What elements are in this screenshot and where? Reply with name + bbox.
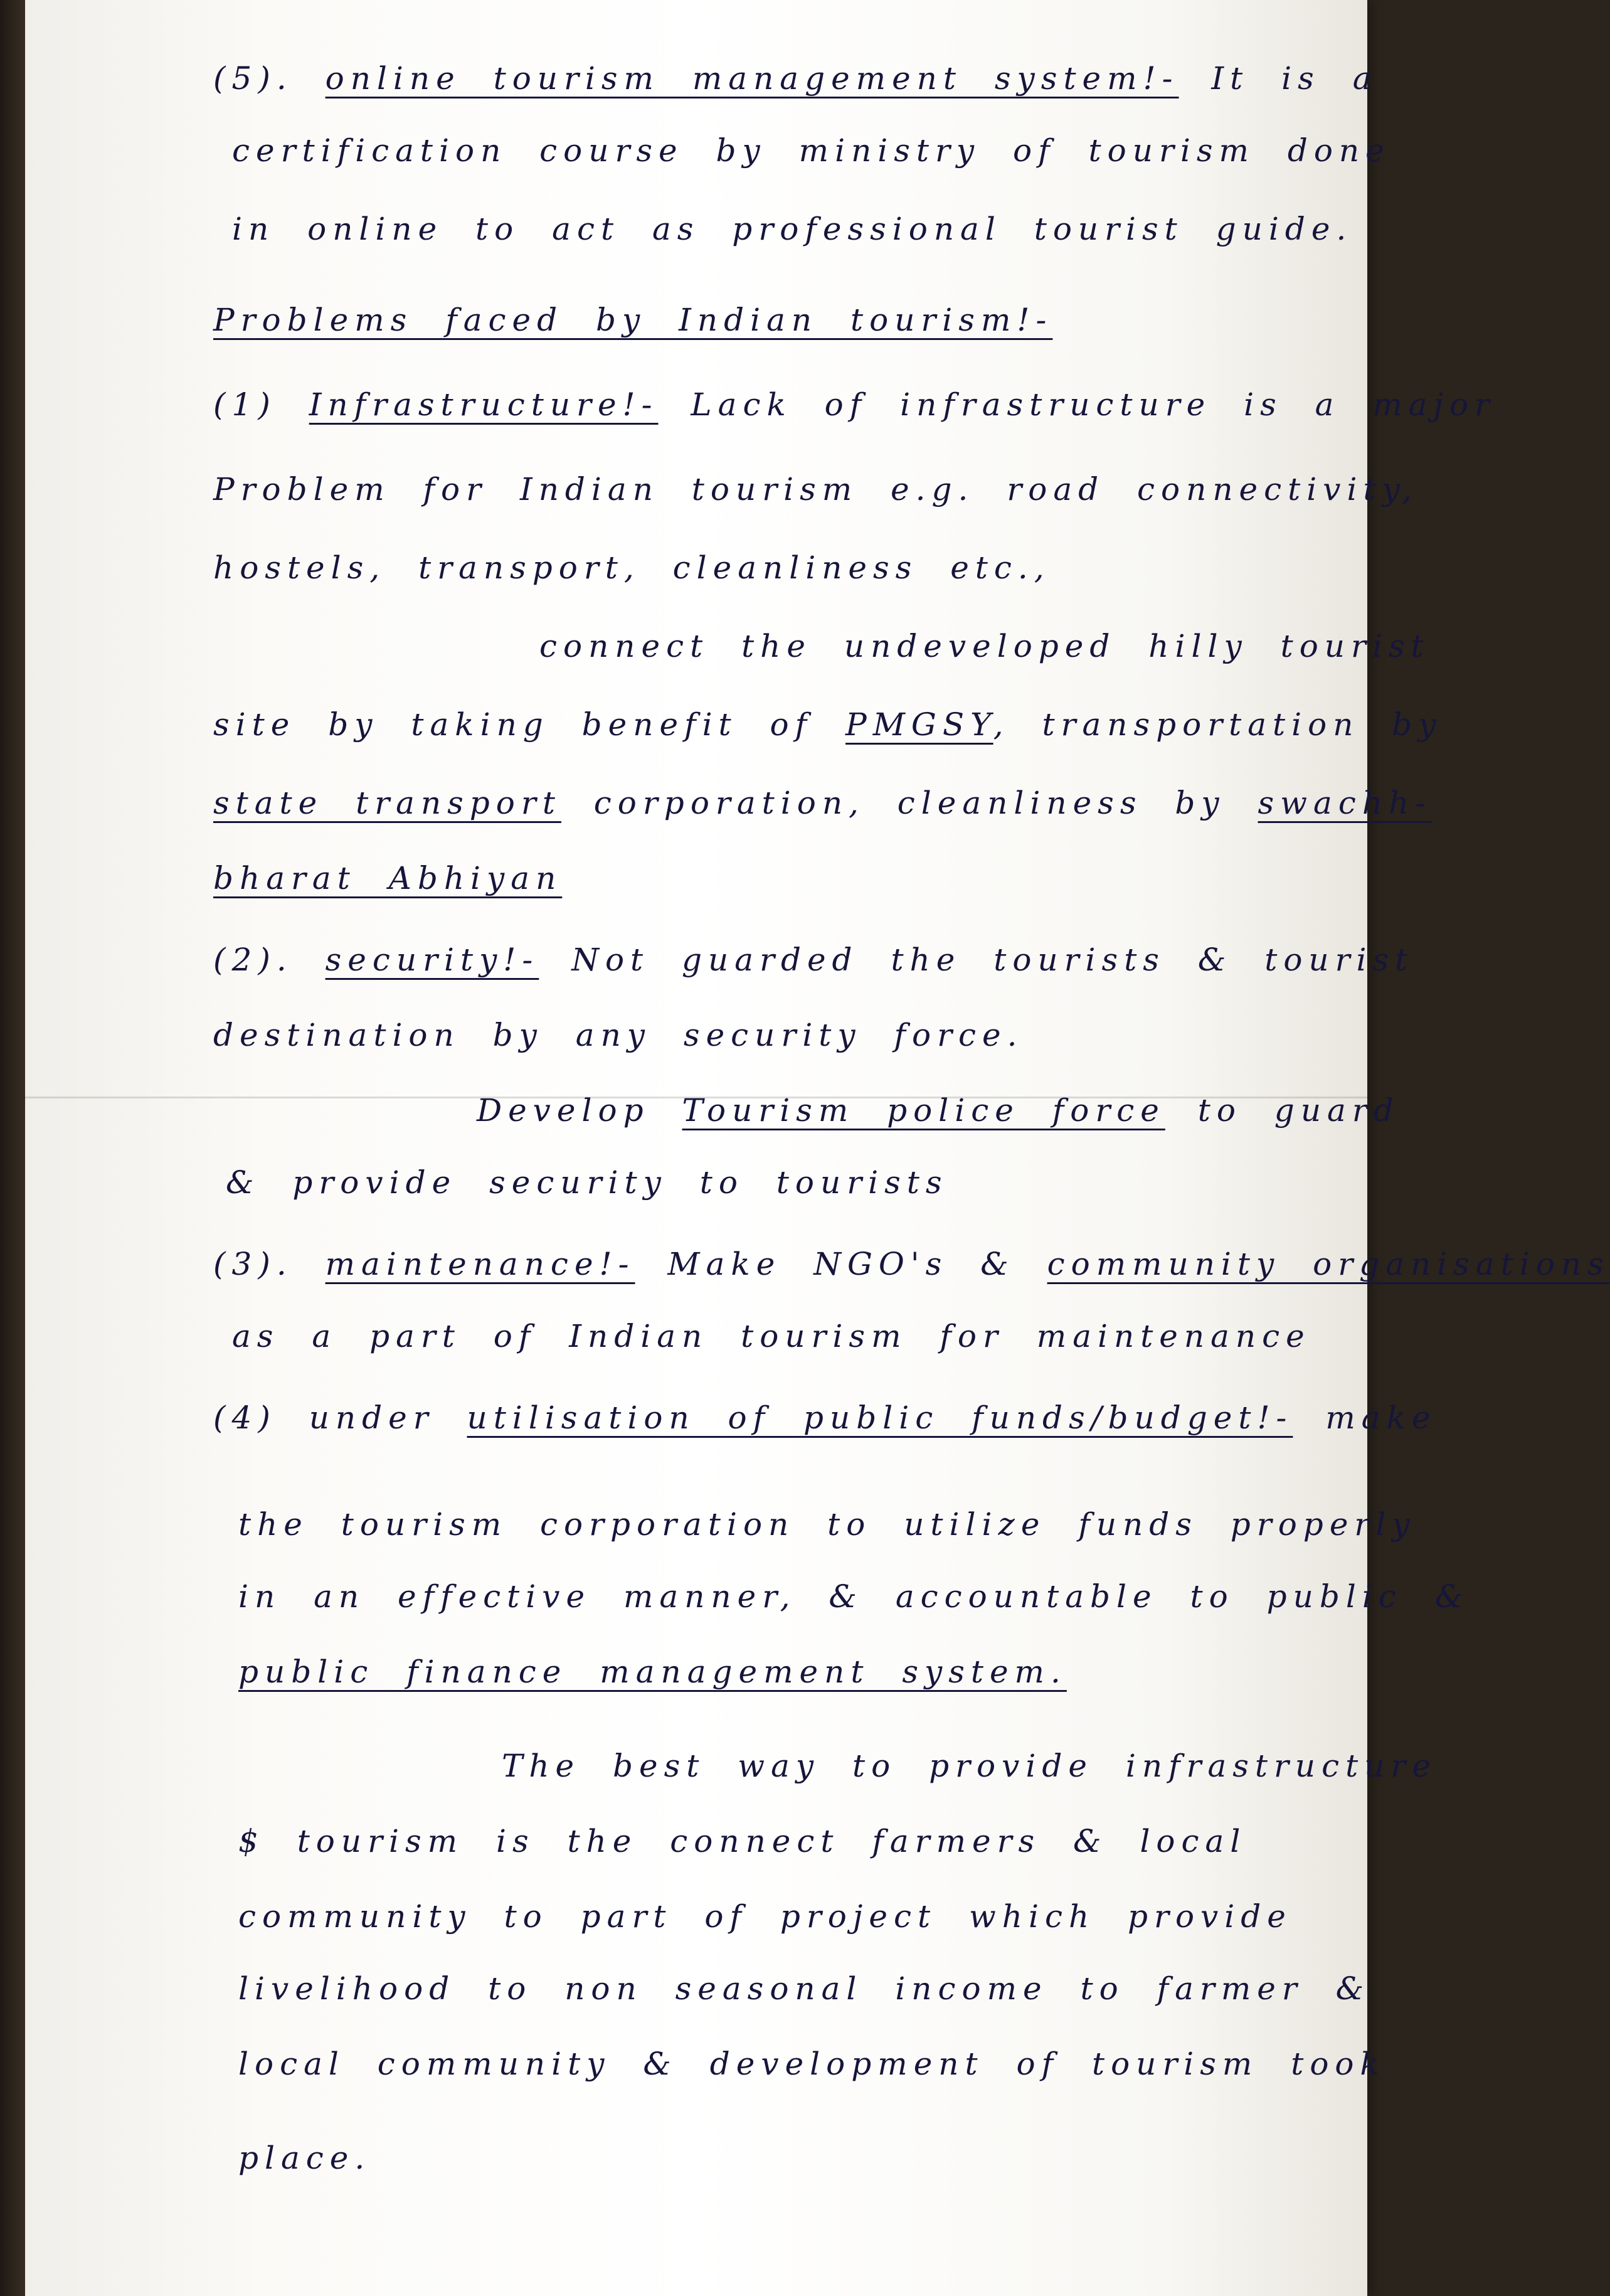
section-title-problems [25,298,1367,342]
line-certification-course [25,129,1390,173]
line-text: in online to act as professional tourist guide. [232,211,1353,247]
line-text: the tourism corporation to utilize funds properly [238,1506,1416,1543]
line-text: Develop [477,1092,682,1129]
underlined-text: swachh- [1258,785,1433,821]
line-utilize-funds [25,1502,1416,1546]
line-pmgsy [25,703,1443,747]
line-destination-security [25,1013,1367,1057]
line-text: Lack of infrastructure is a major [658,386,1496,423]
underlined-text: state transport [213,785,561,821]
line-text: certification course by ministry of tourism done [232,132,1390,169]
notebook-page [25,0,1610,2296]
underlined-text: community organisations [1047,1246,1610,1282]
underlined-text: Infrastructure!- [309,386,659,423]
line-text: to guard [1165,1092,1400,1129]
line-tourism-police [25,1088,1400,1132]
binder-edge-shadow [0,0,25,2296]
line-online-tourism-heading [25,56,1378,100]
line-best-way [25,1744,1437,1788]
line-text: as a part of Indian tourism for maintenance [232,1318,1311,1354]
line-text: make [1293,1400,1437,1436]
line-livelihood [25,1967,1370,2011]
underlined-text: maintenance!- [325,1246,635,1282]
line-text: corporation, cleanliness by [561,785,1258,821]
line-maintenance-heading [25,1242,1610,1286]
line-accountable [25,1575,1470,1618]
line-connect-farmers [25,1819,1367,1863]
line-text: The best way to provide infrastructure [502,1748,1437,1784]
line-text: hostels, transport, cleanliness etc., [213,550,1051,586]
line-text: (5). [213,60,326,97]
line-text: Not guarded the tourists & tourist [539,942,1414,978]
line-text: livelihood to non seasonal income to farmer & [238,1970,1370,2007]
underlined-text: PMGSY [845,706,993,743]
underlined-text: bharat Abhiyan [213,860,563,896]
line-text: Problem for Indian tourism e.g. road connectivity, [213,471,1419,508]
line-text: It is a [1178,60,1378,97]
line-text: (2). [213,942,326,978]
underlined-text: online tourism management system!- [325,60,1179,97]
line-maintenance-part [25,1314,1367,1358]
line-text: (4) under [213,1400,467,1436]
line-provide-security [25,1161,1367,1204]
line-text: (3). [213,1246,326,1282]
line-problem-road-connectivity [25,467,1419,511]
underlined-text: security!- [325,942,539,978]
underlined-text: Problems faced by Indian tourism!- [213,302,1053,338]
line-swachh-bharat [25,856,1367,900]
line-text: $ tourism is the connect farmers & local [238,1823,1247,1859]
line-hostels-transport [25,546,1367,590]
line-community-project [25,1895,1367,1938]
line-text: community to part of project which provide [238,1898,1292,1935]
underlined-text: public finance management system. [238,1654,1067,1690]
line-text: destination by any security force. [213,1017,1024,1053]
line-text: in an effective manner, & accountable to public & [238,1578,1470,1615]
line-place [25,2136,1367,2180]
line-state-transport [25,781,1433,825]
line-connect-hilly-sites [25,624,1430,668]
line-text: (1) [213,386,309,423]
line-text: local community & development of tourism took [238,2046,1385,2082]
line-text: site by taking benefit of [213,706,846,743]
line-text: connect the undeveloped hilly tourist [539,628,1430,664]
underlined-text: utilisation of public funds/budget!- [467,1400,1293,1436]
line-finance-system [25,1650,1367,1694]
underlined-text: Tourism police force [682,1092,1165,1129]
line-infrastructure-heading [25,383,1496,427]
line-security-heading [25,938,1414,982]
line-local-community [25,2042,1385,2086]
line-text: , transportation by [993,706,1443,743]
line-text: place. [238,2140,371,2176]
line-text: Make NGO's & [635,1246,1047,1282]
line-funds-heading [25,1396,1437,1440]
line-text: & provide security to tourists [226,1164,948,1201]
line-professional-guide [25,207,1367,251]
